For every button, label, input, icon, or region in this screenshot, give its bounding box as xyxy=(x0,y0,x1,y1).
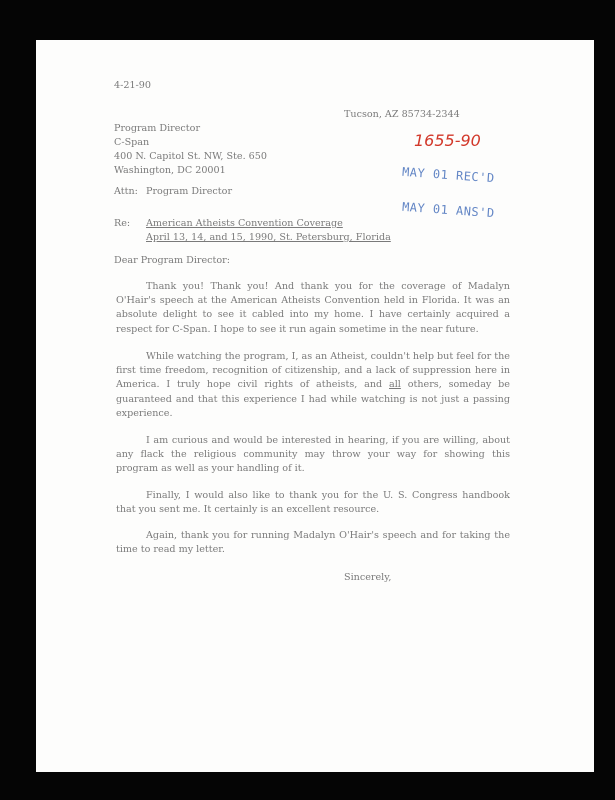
paragraph-5-text: Again, thank you for running Madalyn O'Hair's speech and for taking the time to read my letter. xyxy=(116,530,510,556)
salutation: Dear Program Director: xyxy=(114,255,230,266)
paragraph-3-text: I am curious and would be interested in hearing, if you are willing, about any flack the religious community may throw your way for showing this program as well as your handling of it. xyxy=(116,435,510,475)
paragraph-2-text-b: others, someday be guaranteed and that this experience I had while watching is not just a passing experience. xyxy=(116,379,510,419)
re-line-1: American Atheists Convention Coverage xyxy=(146,218,343,229)
paragraph-1 xyxy=(116,280,510,337)
paragraph-1-text: Thank you! Thank you! And thank you for the coverage of Madalyn O'Hair's speech at the American Atheists Convention held in Florida. It was an absolute delight to see it cabled into my home. I have certainly acquired a respect for C-Span. I hope to see it run again sometime in the near future. xyxy=(116,281,510,335)
handwritten-number: 1655-90 xyxy=(414,131,481,150)
answered-stamp: MAY 01 ANS'D xyxy=(401,199,496,221)
paragraph-4 xyxy=(116,489,510,517)
paragraph-4-text: Finally, I would also like to thank you for the U. S. Congress handbook that you sent me. It certainly is an excellent resource. xyxy=(116,490,510,516)
paragraph-2 xyxy=(116,350,510,421)
re-label: Re: xyxy=(114,218,131,229)
attn-value: Program Director xyxy=(146,186,233,197)
recipient-line-4: Washington, DC 20001 xyxy=(114,165,226,176)
recipient-line-2: C-Span xyxy=(114,137,150,148)
received-stamp: MAY 01 REC'D xyxy=(401,164,496,186)
re-line-2: April 13, 14, and 15, 1990, St. Petersburg, Florida xyxy=(146,232,391,243)
attn-label: Attn: xyxy=(114,186,138,197)
recipient-line-3: 400 N. Capitol St. NW, Ste. 650 xyxy=(114,151,267,162)
letter-date: 4-21-90 xyxy=(114,80,152,91)
closing: Sincerely, xyxy=(344,572,392,583)
sender-location: Tucson, AZ 85734-2344 xyxy=(344,109,460,120)
paragraph-3 xyxy=(116,434,510,477)
recipient-line-1: Program Director xyxy=(114,123,201,134)
paragraph-5 xyxy=(116,529,510,557)
paragraph-2-underlined: all xyxy=(389,379,401,391)
paragraph-2-text-a: While watching the program, I, as an Atheist, couldn't help but feel for the first time freedom, recognition of citizenship, and a lack of suppression here in America. I truly hope civil rights of atheists, and xyxy=(116,351,510,391)
